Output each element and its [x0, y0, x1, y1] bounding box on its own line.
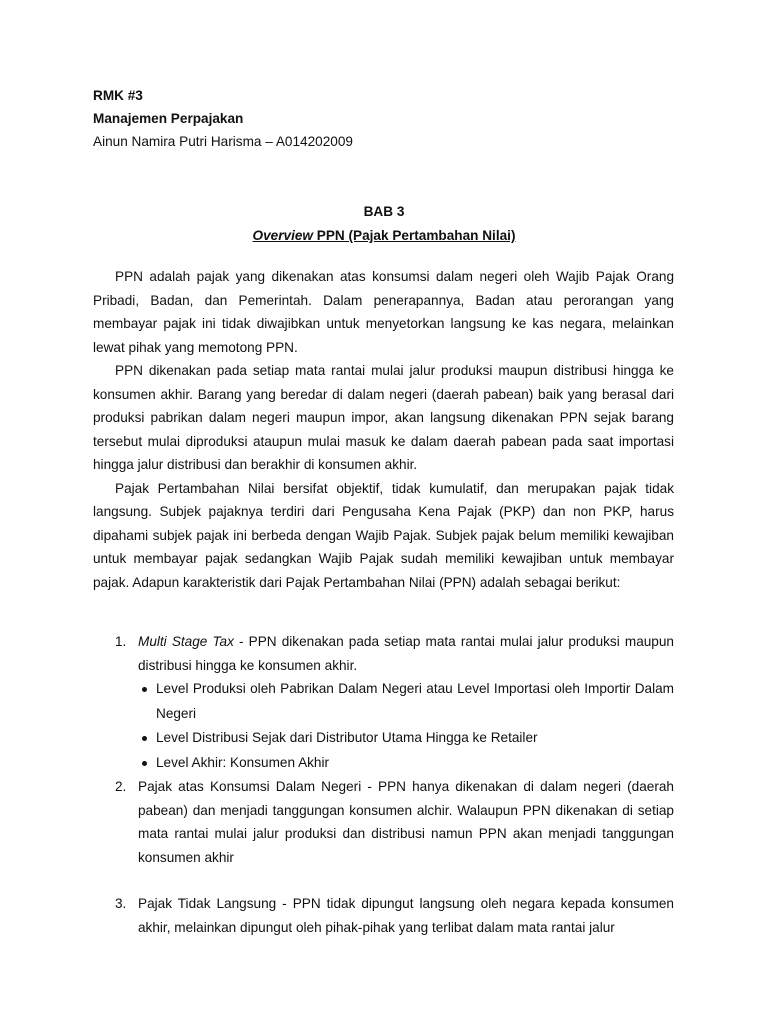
- bullet-icon: [142, 761, 147, 766]
- chapter-label: BAB 3: [363, 204, 405, 219]
- bullet-item: [138, 751, 674, 776]
- list-item-italic: Multi Stage Tax: [138, 634, 234, 649]
- list-item-body: Pajak atas Konsumsi Dalam Negeri - PPN hanya dikenakan di dalam negeri (daerah pabean) dan menjadi tanggungan konsumen alchir. Walaupun PPN dikenakan di setiap mata rantai mulai jalur produksi dan distribusi namun PPN akan menjadi tanggungan konsumen akhir: [138, 779, 674, 865]
- bullet-item: [138, 677, 674, 726]
- list-item-body: Pajak Tidak Langsung - PPN tidak dipungut langsung oleh negara kepada konsumen akhir, melainkan dipungut oleh pihak-pihak yang terlibat dalam mata rantai jalur: [138, 896, 674, 935]
- list-item-text: [138, 630, 674, 677]
- bullet-text: Level Distribusi Sejak dari Distributor Utama Hingga ke Retailer: [156, 730, 538, 745]
- list-item-body: - PPN dikenakan pada setiap mata rantai mulai jalur produksi maupun distribusi hingga ke konsumen akhir.: [138, 634, 674, 673]
- chapter-title: [0, 224, 768, 248]
- body-text: [93, 265, 674, 594]
- list-item: [93, 775, 674, 869]
- document-header: [93, 84, 353, 153]
- paragraph: Pajak Pertambahan Nilai bersifat objektif, tidak kumulatif, dan merupakan pajak tidak langsung. Subjek pajaknya terdiri dari Pengusaha Kena Pajak (PKP) dan non PKP, harus dipahami subjek pajak ini berbeda dengan Wajib Pajak. Subjek pajak belum memiliki kewajiban untuk membayar pajak sedangkan Wajib Pajak sudah memiliki kewajiban untuk membayar pajak. Adapun karakteristik dari Pajak Pertambahan Nilai (PPN) adalah sebagai berikut:: [93, 480, 674, 590]
- list-number: 2.: [115, 779, 127, 794]
- bullet-icon: [142, 687, 147, 692]
- list-item: [93, 630, 674, 775]
- spacer: [93, 869, 674, 892]
- bullet-icon: [142, 736, 147, 741]
- author-line: Ainun Namira Putri Harisma – A014202009: [93, 134, 353, 149]
- list-number: 1.: [115, 634, 127, 649]
- list-number: 3.: [115, 896, 127, 911]
- chapter-title-rest: PPN (Pajak Pertambahan Nilai): [313, 228, 516, 243]
- bullet-item: [138, 726, 674, 751]
- rmk-label: RMK #3: [93, 88, 143, 103]
- bullet-list: [138, 677, 674, 775]
- characteristics-list: [93, 630, 674, 939]
- chapter-title-italic: Overview: [252, 228, 313, 243]
- chapter-heading: [0, 200, 768, 248]
- bullet-text: Level Akhir: Konsumen Akhir: [156, 754, 330, 770]
- bullet-text: Level Produksi oleh Pabrikan Dalam Negeri atau Level Importasi oleh Importir Dalam Negeri: [156, 681, 674, 721]
- list-item: [93, 892, 674, 939]
- course-title: Manajemen Perpajakan: [93, 111, 244, 126]
- paragraph: PPN adalah pajak yang dikenakan atas konsumsi dalam negeri oleh Wajib Pajak Orang Pribadi, Badan, dan Pemerintah. Dalam penerapannya, Badan atau perorangan yang membayar pajak ini tidak diwajibkan untuk menyetorkan langsung ke kas negara, melainkan lewat pihak yang memotong PPN.: [93, 269, 674, 355]
- paragraph: PPN dikenakan pada setiap mata rantai mulai jalur produksi maupun distribusi hingga ke konsumen akhir. Barang yang beredar di dalam negeri (daerah pabean) baik yang berasal dari produksi pabrikan dalam negeri maupun impor, akan langsung dikenakan PPN sejak barang tersebut mulai diproduksi ataupun mulai masuk ke dalam daerah pabean pada saat importasi hingga jalur distribusi dan berakhir di konsumen akhir.: [93, 363, 674, 472]
